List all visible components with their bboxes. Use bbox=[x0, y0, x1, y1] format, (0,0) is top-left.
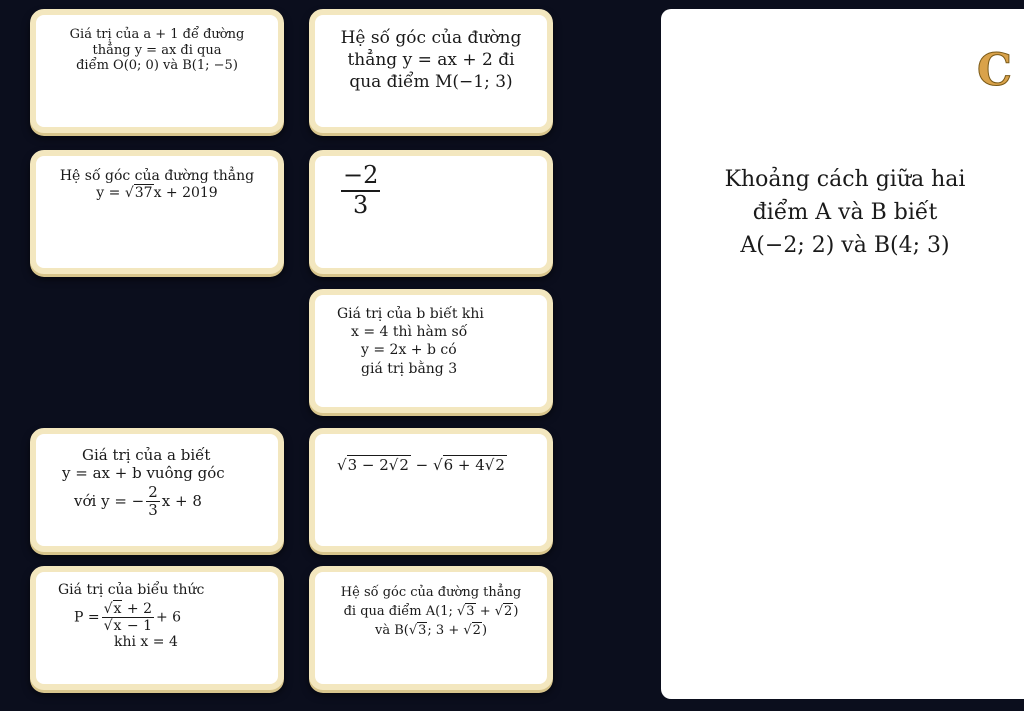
card-1[interactable] bbox=[30, 9, 284, 133]
sqrt-outer-1: √3 − 2√2 bbox=[337, 456, 409, 474]
sqrt-x-top: x bbox=[113, 600, 122, 617]
fraction-sqrt-numerator: √x + 2 bbox=[103, 600, 152, 617]
card-9-line-1: Hệ số góc của đường thẳng bbox=[340, 585, 522, 600]
card-9-line-2-b: + bbox=[475, 603, 495, 619]
card-6-line-3-post: x + 8 bbox=[161, 491, 202, 510]
card-9-line-3-c: ) bbox=[481, 622, 488, 638]
card-5-line-1: Giá trị của b biết khi bbox=[337, 306, 484, 322]
card-6-line-2: y = ax + b vuông góc bbox=[62, 464, 225, 482]
sqrt-inner-2: 2 bbox=[495, 456, 505, 474]
question-text bbox=[695, 163, 995, 262]
card-5-line-3: y = 2x + b có bbox=[361, 342, 457, 359]
card-3-formula bbox=[36, 185, 278, 202]
sqrt-outer-2: √6 + 4√2 bbox=[433, 456, 505, 474]
question-line-2: điểm A và B biết bbox=[752, 200, 938, 225]
card-1-line-3: điểm O(0; 0) và B(1; −5) bbox=[76, 58, 238, 74]
sqrt-inner-1: 2 bbox=[399, 456, 409, 474]
card-6-line-1: Giá trị của a biết bbox=[82, 446, 211, 464]
sqrt-outer-2-text: 6 + 4 bbox=[443, 456, 485, 474]
card-2[interactable] bbox=[309, 9, 553, 133]
card-7[interactable] bbox=[309, 428, 553, 552]
numerator-rest: + 2 bbox=[122, 600, 152, 617]
fraction-numerator: 2 bbox=[148, 483, 158, 501]
question-line-3: A(−2; 2) và B(4; 3) bbox=[740, 233, 950, 258]
sqrt-2-a: 2 bbox=[504, 603, 513, 619]
fraction-minus-2-3 bbox=[341, 162, 380, 219]
fraction-denominator: 3 bbox=[353, 190, 369, 219]
card-1-line-1: Giá trị của a + 1 để đường bbox=[69, 27, 245, 42]
card-8-line-1: Giá trị của biểu thức bbox=[58, 582, 205, 598]
card-6-line-3 bbox=[62, 484, 225, 520]
p-label: P = bbox=[74, 609, 100, 626]
card-9-line-2-a: đi qua điểm A(1; bbox=[343, 603, 457, 619]
card-9-line-3-a: và B( bbox=[374, 622, 409, 638]
card-3[interactable] bbox=[30, 150, 284, 274]
card-2-line-3: qua điểm M(−1; 3) bbox=[349, 72, 513, 93]
sqrt-x-bottom: x bbox=[113, 617, 122, 634]
plus-six: + 6 bbox=[155, 609, 182, 626]
card-5-line-4: giá trị bằng 3 bbox=[361, 360, 458, 377]
card-9-line-3-b: ; 3 + bbox=[427, 622, 464, 638]
card-9[interactable] bbox=[309, 566, 553, 690]
question-line-1: Khoảng cách giữa hai bbox=[724, 167, 966, 192]
denominator-rest: − 1 bbox=[122, 617, 152, 634]
fraction-numerator: −2 bbox=[341, 162, 380, 192]
card-6-line-3-pre: với y = − bbox=[74, 491, 145, 510]
card-6[interactable] bbox=[30, 428, 284, 552]
question-panel bbox=[661, 9, 1024, 699]
card-8-line-3: khi x = 4 bbox=[114, 633, 178, 650]
card-3-line-1: Hệ số góc của đường thẳng bbox=[59, 168, 255, 184]
card-8[interactable] bbox=[30, 566, 284, 690]
sqrt-2-b: 2 bbox=[472, 622, 481, 638]
fraction-2-3 bbox=[146, 484, 160, 520]
sqrt-3-b: 3 bbox=[418, 622, 427, 638]
sqrt-outer-1-text: 3 − 2 bbox=[347, 456, 389, 474]
card-2-line-1: Hệ số góc của đường bbox=[340, 28, 522, 48]
card-5[interactable] bbox=[309, 289, 553, 413]
sqrt-37: √37 bbox=[124, 184, 153, 201]
card-1-line-2: thẳng y = ax đi qua bbox=[92, 42, 222, 58]
card-8-formula bbox=[58, 601, 204, 634]
fraction-sqrt bbox=[102, 601, 154, 634]
minus-sign: − bbox=[415, 456, 429, 474]
sqrt-3-a: 3 bbox=[466, 603, 475, 619]
team-badge-icon: C bbox=[977, 45, 1013, 96]
fraction-denominator: 3 bbox=[148, 501, 158, 520]
card-5-line-2: x = 4 thì hàm số bbox=[351, 324, 468, 341]
card-9-line-2: đi qua điểm A(1; √3 + √2) bbox=[343, 603, 519, 619]
sqrt-37-radicand: 37 bbox=[134, 184, 153, 201]
fraction-sqrt-denominator: √x − 1 bbox=[103, 617, 152, 634]
card-9-line-2-c: ) bbox=[513, 603, 519, 619]
card-4[interactable] bbox=[309, 150, 553, 274]
card-9-line-3: và B(√3; 3 + √2) bbox=[374, 622, 488, 638]
card-2-line-2: thẳng y = ax + 2 đi bbox=[347, 50, 515, 71]
card-3-formula-post: x + 2019 bbox=[153, 184, 218, 201]
card-3-formula-pre: y = bbox=[96, 184, 125, 201]
